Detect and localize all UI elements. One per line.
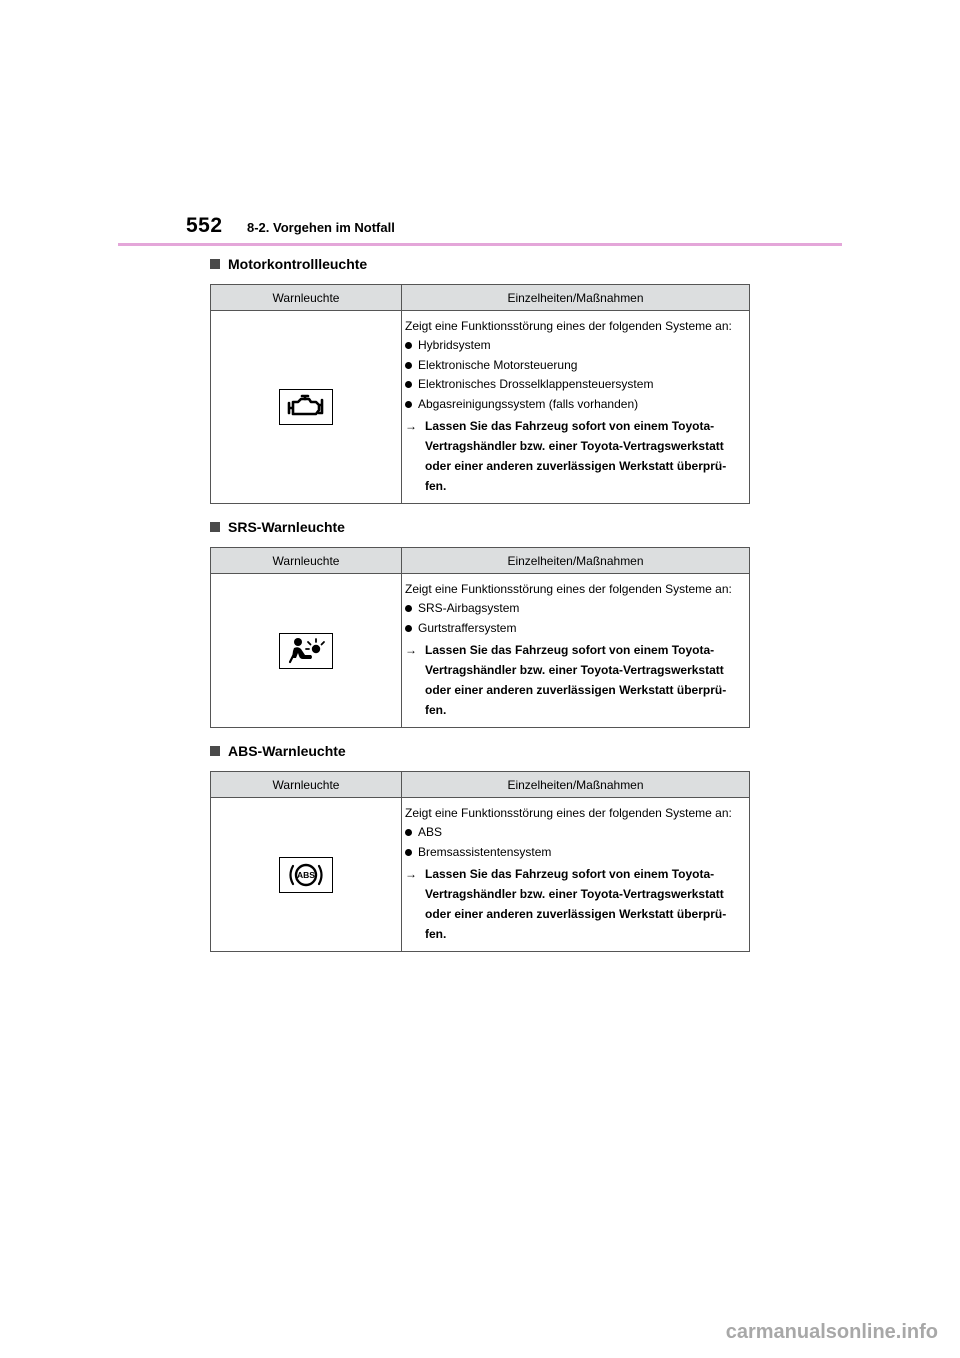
warning-table — [210, 771, 750, 952]
arrow-icon: → — [405, 643, 417, 658]
table-row — [211, 574, 750, 728]
section-heading-text: SRS-Warnleuchte — [228, 519, 345, 535]
details-cell — [402, 574, 750, 728]
abs-icon — [279, 857, 333, 893]
column-header-details: Einzelheiten/Maßnahmen — [402, 285, 750, 311]
section-srs-warnleuchte — [210, 517, 750, 728]
details-intro: Zeigt eine Funktionsstörung eines der folgenden Systeme an: — [405, 806, 732, 820]
bullet-dot-icon — [405, 401, 412, 408]
section-abs-warnleuchte — [210, 741, 750, 952]
details-cell — [402, 798, 750, 952]
warning-light-cell — [211, 311, 402, 504]
section-motorkontrollleuchte — [210, 254, 750, 504]
page-number: 552 — [186, 214, 223, 237]
check-engine-icon — [279, 389, 333, 425]
column-header-details: Einzelheiten/Maßnahmen — [402, 772, 750, 798]
section-heading-text: ABS-Warnleuchte — [228, 743, 346, 759]
column-header-warning-light: Warnleuchte — [211, 548, 402, 574]
bullet-dot-icon — [405, 605, 412, 612]
section-heading — [210, 254, 750, 274]
action-text: Lassen Sie das Fahrzeug sofort von einem Toyota-Vertragshändler bzw. einer Toyota-Vertragswerkstatt oder einer anderen zuverlässigen Werkstatt überprü-fen. — [425, 867, 727, 942]
watermark: carmanualsonline.info — [725, 1321, 938, 1343]
square-bullet-icon — [210, 522, 220, 532]
airbag-icon — [279, 633, 333, 669]
list-item — [405, 336, 745, 355]
bullet-dot-icon — [405, 829, 412, 836]
warning-table — [210, 547, 750, 728]
list-item — [405, 619, 745, 638]
action-note — [405, 416, 745, 496]
list-item — [405, 356, 745, 375]
chapter-title: 8-2. Vorgehen im Notfall — [247, 220, 395, 235]
column-header-warning-light: Warnleuchte — [211, 772, 402, 798]
list-item — [405, 843, 745, 862]
table-row — [211, 311, 750, 504]
column-header-details: Einzelheiten/Maßnahmen — [402, 548, 750, 574]
list-item — [405, 395, 745, 414]
square-bullet-icon — [210, 746, 220, 756]
list-item-text: Gurtstraffersystem — [418, 620, 517, 635]
action-text: Lassen Sie das Fahrzeug sofort von einem Toyota-Vertragshändler bzw. einer Toyota-Vertragswerkstatt oder einer anderen zuverlässigen Werkstatt überprü-fen. — [425, 419, 727, 494]
bullet-dot-icon — [405, 849, 412, 856]
details-intro: Zeigt eine Funktionsstörung eines der folgenden Systeme an: — [405, 582, 732, 596]
list-item — [405, 823, 745, 842]
bullet-dot-icon — [405, 625, 412, 632]
list-item — [405, 599, 745, 618]
list-item-text: Bremsassistentensystem — [418, 844, 552, 859]
square-bullet-icon — [210, 259, 220, 269]
details-cell — [402, 311, 750, 504]
list-item-text: Elektronisches Drosselklappensteuersystem — [418, 377, 654, 392]
section-heading — [210, 517, 750, 537]
action-note — [405, 640, 745, 720]
arrow-icon: → — [405, 867, 417, 882]
list-item — [405, 375, 745, 394]
list-item-text: ABS — [418, 825, 443, 840]
section-heading-text: Motorkontrollleuchte — [228, 256, 368, 272]
arrow-icon: → — [405, 419, 417, 434]
header-rule — [118, 243, 842, 246]
warning-light-cell — [211, 574, 402, 728]
table-header-row — [211, 772, 750, 798]
action-note — [405, 864, 745, 944]
abs-icon-label: ABS — [297, 869, 315, 880]
bullet-dot-icon — [405, 362, 412, 369]
table-header-row — [211, 548, 750, 574]
section-heading — [210, 741, 750, 761]
list-item-text: Hybridsystem — [418, 338, 491, 353]
column-header-warning-light: Warnleuchte — [211, 285, 402, 311]
table-row — [211, 798, 750, 952]
warning-table — [210, 284, 750, 504]
list-item-text: Elektronische Motorsteuerung — [418, 357, 578, 372]
warning-light-cell — [211, 798, 402, 952]
list-item-text: Abgasreinigungssystem (falls vorhanden) — [418, 396, 639, 411]
details-intro: Zeigt eine Funktionsstörung eines der folgenden Systeme an: — [405, 319, 732, 333]
list-item-text: SRS-Airbagsystem — [418, 601, 520, 616]
bullet-dot-icon — [405, 381, 412, 388]
bullet-dot-icon — [405, 342, 412, 349]
action-text: Lassen Sie das Fahrzeug sofort von einem Toyota-Vertragshändler bzw. einer Toyota-Vertragswerkstatt oder einer anderen zuverlässigen Werkstatt überprü-fen. — [425, 643, 727, 718]
table-header-row — [211, 285, 750, 311]
